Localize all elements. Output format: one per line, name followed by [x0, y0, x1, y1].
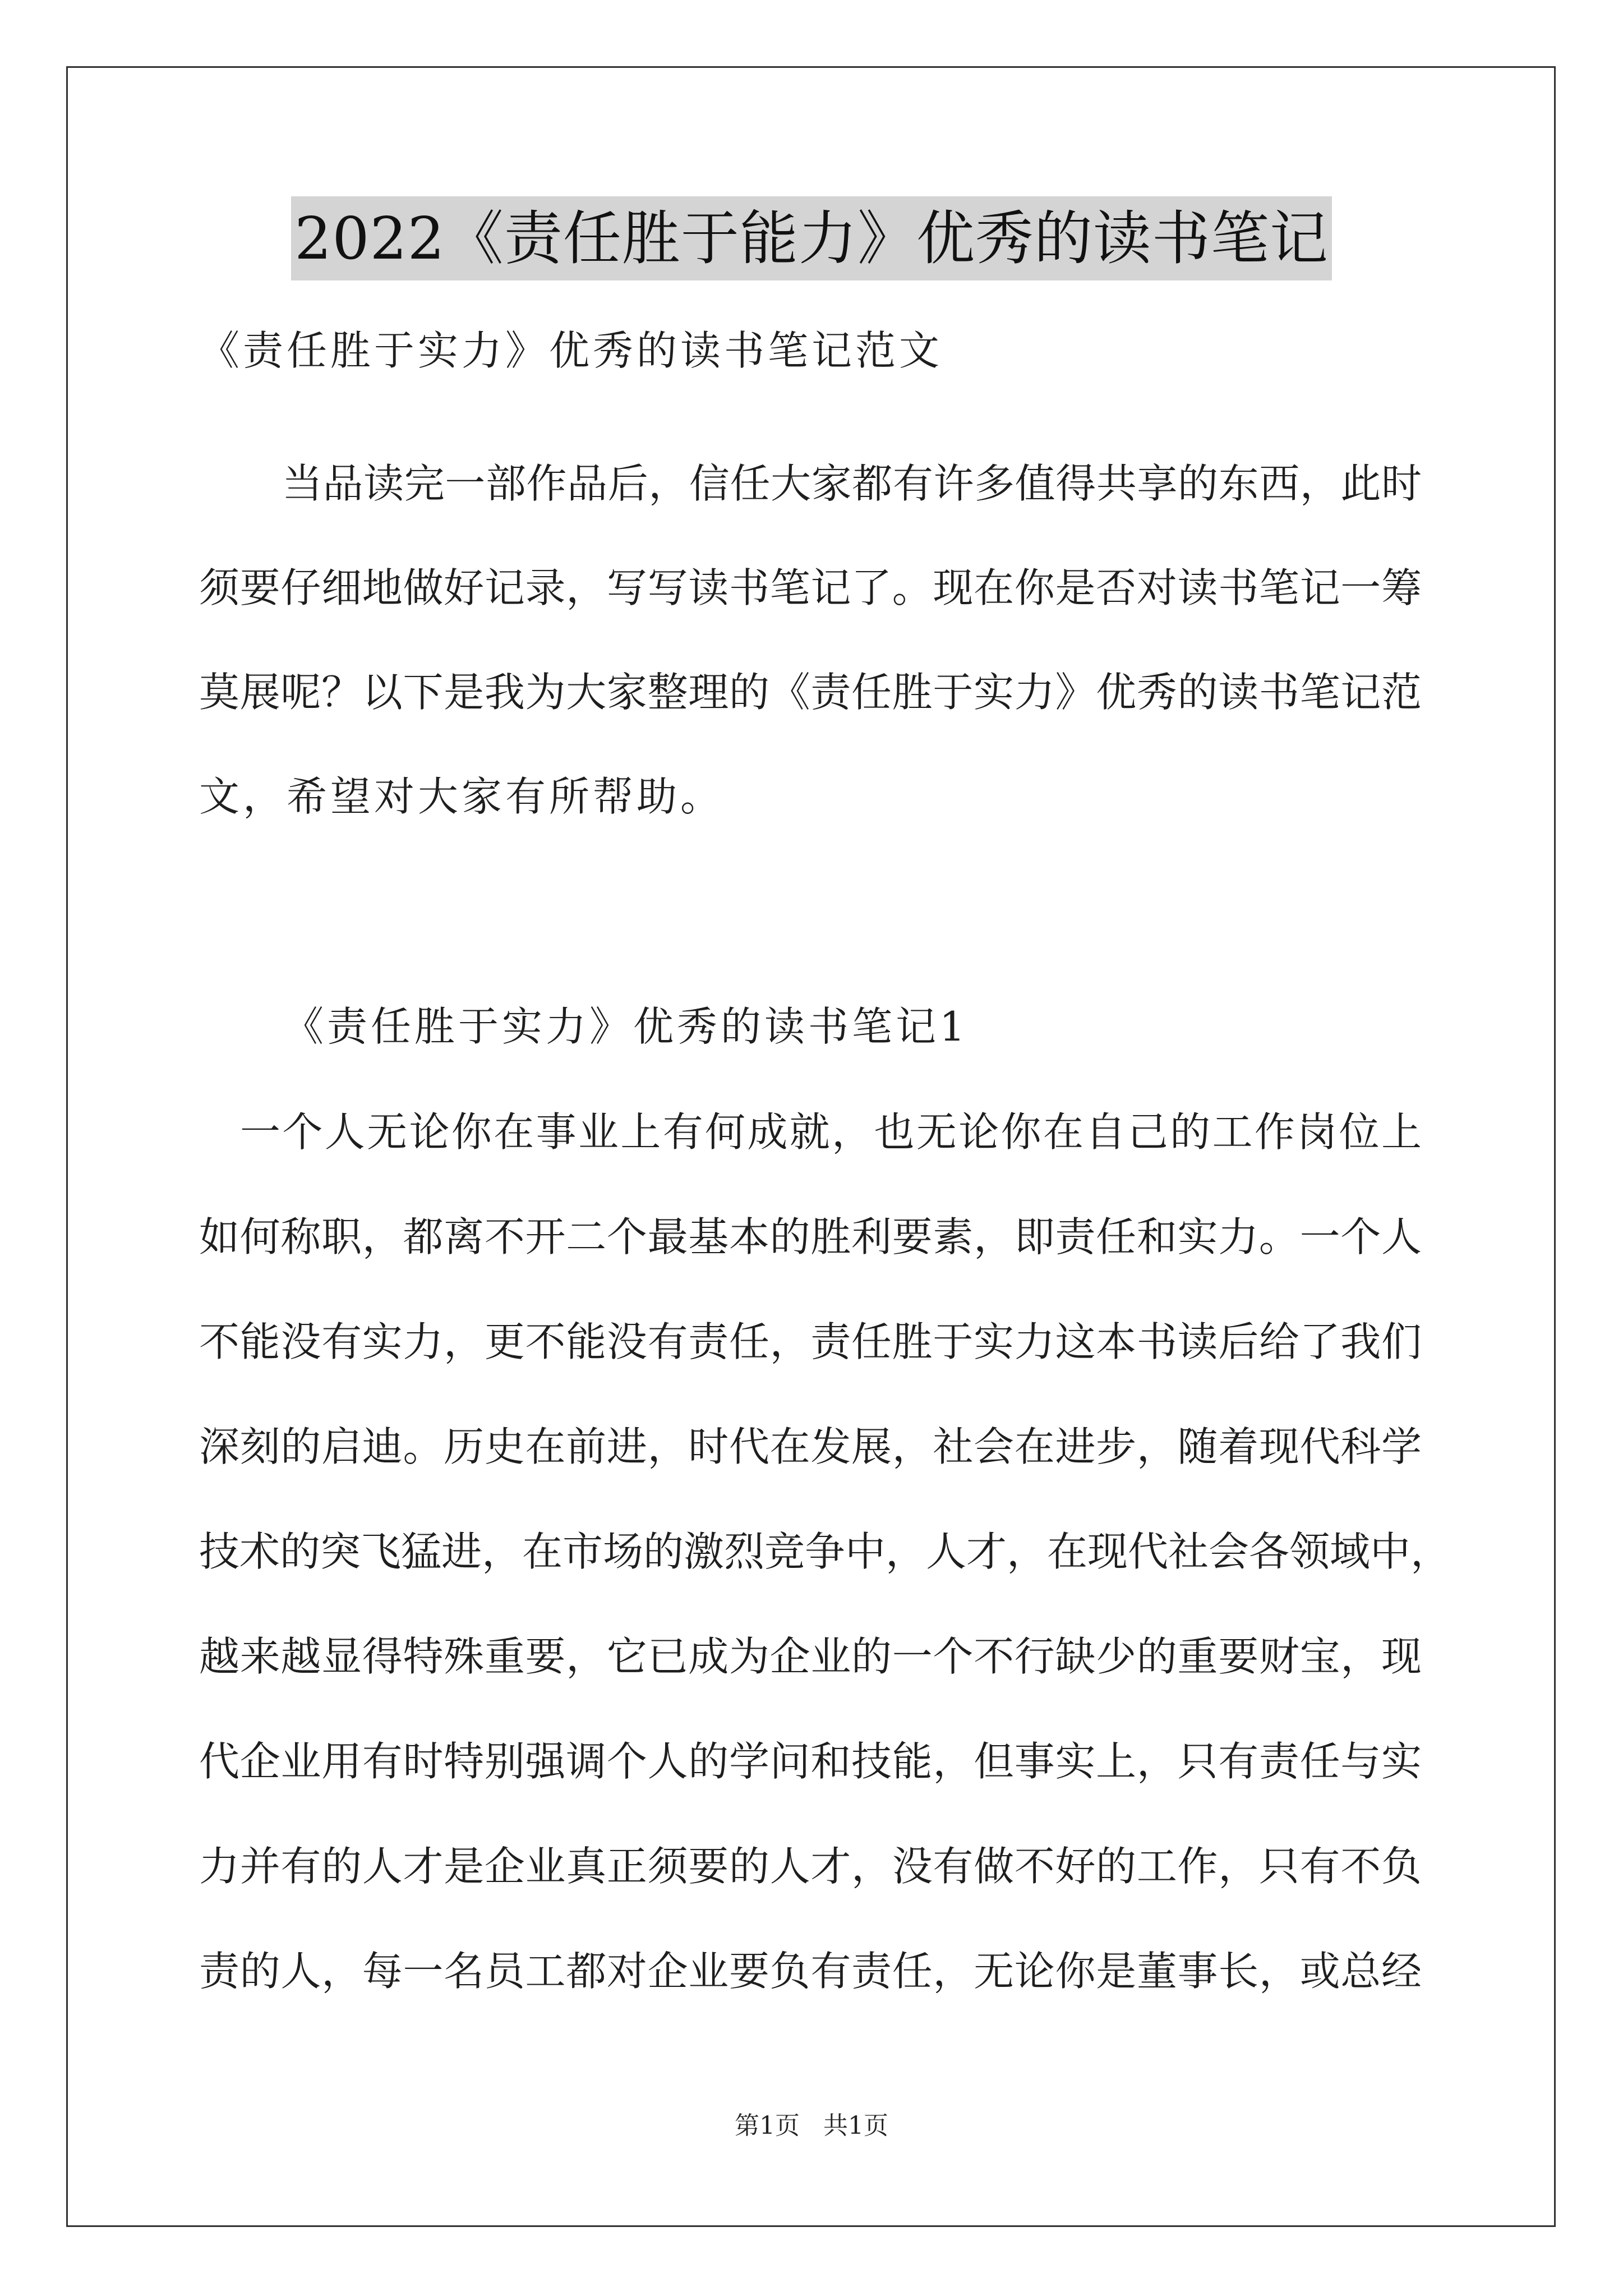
page-title: 2022《责任胜于能力》优秀的读书笔记 [291, 196, 1332, 280]
intro-line: 当品读完一部作品后，信任大家都有许多值得共享的东西，此时 [282, 460, 1422, 507]
page-number: 第1页 [735, 2111, 800, 2140]
body-line: 责的人，每一名员工都对企业要负有责任，无论你是董事长，或总经 [199, 1948, 1422, 1995]
body-line: 如何称职，都离不开二个最基本的胜利要素，即责任和实力。一个人 [199, 1213, 1422, 1260]
body-line: 代企业用有时特别强调个人的学问和技能，但事实上，只有责任与实 [199, 1738, 1422, 1785]
body-line: 力并有的人才是企业真正须要的人才，没有做不好的工作，只有不负 [199, 1843, 1422, 1890]
intro-line: 莫展呢？以下是我为大家整理的《责任胜于实力》优秀的读书笔记范 [199, 669, 1422, 716]
body-line: 技术的突飞猛进，在市场的激烈竞争中，人才，在现代社会各领域中， [199, 1528, 1451, 1575]
page-footer [0, 2109, 1623, 2143]
section-heading: 《责任胜于实力》优秀的读书笔记1 [283, 1003, 969, 1050]
body-line: 越来越显得特殊重要，它已成为企业的一个不行缺少的重要财宝，现 [199, 1633, 1422, 1680]
title-container [0, 196, 1623, 280]
body-line: 一个人无论你在事业上有何成就，也无论你在自己的工作岗位上 [240, 1108, 1422, 1156]
intro-line: 文，希望对大家有所帮助。 [199, 773, 725, 820]
body-line: 深刻的启迪。历史在前进，时代在发展，社会在进步，随着现代科学 [199, 1423, 1422, 1470]
intro-line: 须要仔细地做好记录，写写读书笔记了。现在你是否对读书笔记一筹 [199, 564, 1422, 611]
page-total: 共1页 [823, 2111, 888, 2140]
subtitle: 《责任胜于实力》优秀的读书笔记范文 [199, 327, 943, 374]
body-line: 不能没有实力，更不能没有责任，责任胜于实力这本书读后给了我们 [199, 1318, 1422, 1365]
